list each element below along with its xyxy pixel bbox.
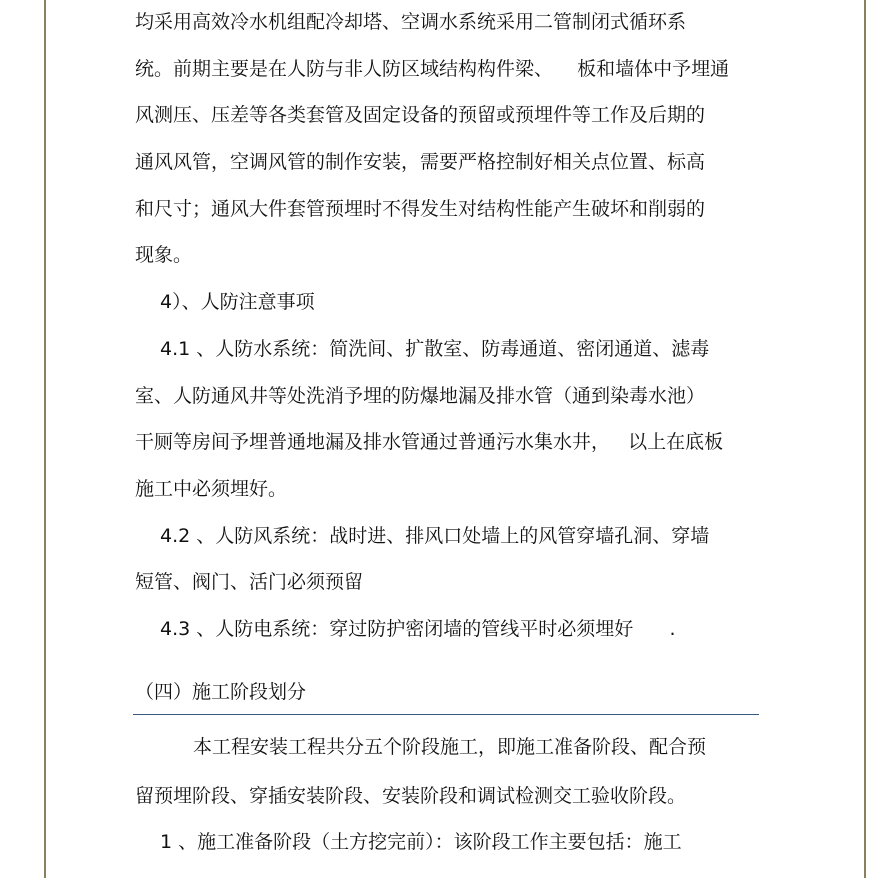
paragraph-line: 均采用高效冷水机组配冷却塔、空调水系统采用二管制闭式循环系 — [135, 11, 687, 33]
paragraph-line: 短管、阀门、活门必须预留 — [135, 571, 364, 593]
paragraph-line: 和尺寸；通风大件套管预埋时不得发生对结构性能产生破坏和削弱的 — [135, 198, 706, 220]
paragraph-line: 本工程安装工程共分五个阶段施工，即施工准备阶段、配合预 — [193, 736, 707, 758]
section-divider — [133, 714, 759, 715]
paragraph-line: 现象。 — [135, 244, 193, 266]
paragraph-line: 统。前期主要是在人防与非人防区域结构构件梁、 板和墙体中予埋通 — [135, 58, 730, 80]
paragraph-line: 风测压、压差等各类套管及固定设备的预留或预埋件等工作及后期的 — [135, 104, 706, 126]
section-heading: （四）施工阶段划分 — [135, 681, 307, 703]
paragraph-line: 4.3 、人防电系统：穿过防护密闭墙的管线平时必须埋好 . — [160, 618, 676, 640]
section-heading: 4）、人防注意事项 — [160, 291, 315, 313]
paragraph-line: 4.1 、人防水系统：简洗间、扩散室、防毒通道、密闭通道、滤毒 — [160, 338, 710, 360]
paragraph-line: 室、人防通风井等处洗消予埋的防爆地漏及排水管（通到染毒水池） — [135, 385, 706, 407]
paragraph-line: 施工中必须埋好。 — [135, 478, 288, 500]
paragraph-line: 4.2 、人防风系统：战时进、排风口处墙上的风管穿墙孔洞、穿墙 — [160, 525, 710, 547]
paragraph-line: 干厕等房间予埋普通地漏及排水管通过普通污水集水井， 以上在底板 — [135, 431, 724, 453]
paragraph-line: 通风风管，空调风管的制作安装，需要严格控制好相关点位置、标高 — [135, 151, 706, 173]
paragraph-line: 留预埋阶段、穿插安装阶段、安装阶段和调试检测交工验收阶段。 — [135, 785, 687, 807]
paragraph-line: 1 、施工准备阶段（土方挖完前）：该阶段工作主要包括：施工 — [160, 831, 682, 853]
